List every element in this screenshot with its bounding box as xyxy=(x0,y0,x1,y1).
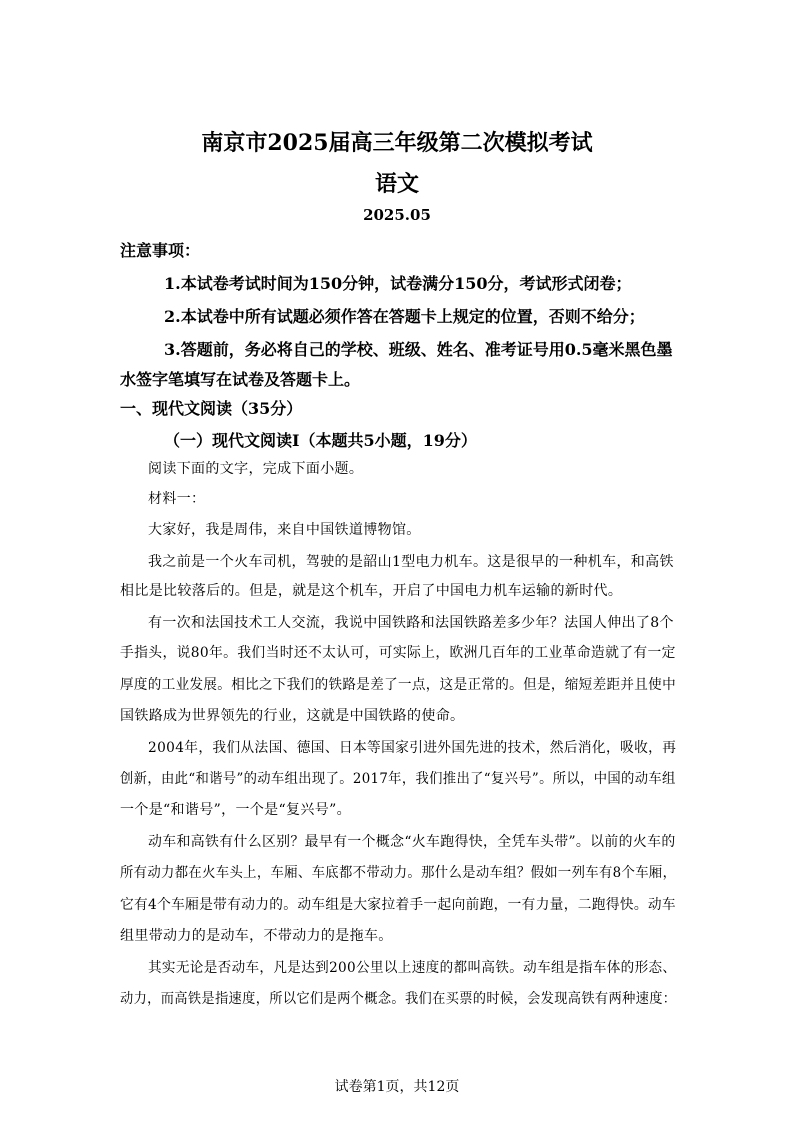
notice-item-2: 2.本试卷中所有试题必须作答在答题卡上规定的位置，否则不给分； xyxy=(164,307,645,326)
paragraph-line: 手指头，说80年。我们当时还不太认可，可实际上，欧洲几百年的工业革命造就了有一定 xyxy=(120,645,676,661)
paragraph-line: 其实无论是否动车，凡是达到200公里以上速度的都叫高铁。动车组是指车体的形态、 xyxy=(148,960,677,976)
paragraph-line: 所有动力都在火车头上，车厢、车底都不带动力。那什么是动车组？假如一列车有8个车厢， xyxy=(120,865,677,881)
notice-item-3: 3.答题前，务必将自己的学校、班级、姓名、准考证号用0.5毫米黑色墨 xyxy=(164,340,673,359)
notice-heading: 注意事项： xyxy=(120,241,201,260)
paragraph-line: 相比是比较落后的。但是，就是这个机车，开启了中国电力机车运输的新时代。 xyxy=(120,583,623,599)
paragraph-line: 国铁路成为世界领先的行业，这就是中国铁路的使命。 xyxy=(120,708,465,724)
exam-date: 2025.05 xyxy=(363,206,431,224)
reading-instruction: 阅读下面的文字，完成下面小题。 xyxy=(148,461,364,477)
paragraph-line: 创新，由此“和谐号”的动车组出现了。2017年，我们推出了“复兴号”。所以，中国的动车组 xyxy=(120,771,676,787)
paragraph-line: 大家好，我是周伟，来自中国铁道博物馆。 xyxy=(148,522,421,538)
paragraph-line: 动力，而高铁是指速度，所以它们是两个概念。我们在买票的时候，会发现高铁有两种速度： xyxy=(120,991,677,1007)
paragraph-line: 一个是“和谐号”，一个是“复兴号”。 xyxy=(120,802,351,818)
paragraph-line: 2004年，我们从法国、德国、日本等国家引进外国先进的技术，然后消化，吸收，再 xyxy=(148,740,677,756)
notice-item-3-cont: 水签字笔填写在试卷及答题卡上。 xyxy=(120,370,361,389)
paragraph-line: 有一次和法国技术工人交流，我说中国铁路和法国铁路差多少年？法国人伸出了8个 xyxy=(148,615,674,631)
material-label: 材料一： xyxy=(148,491,206,507)
paragraph-line: 组里带动力的是动车，不带动力的是拖车。 xyxy=(120,928,393,944)
paragraph-line: 我之前是一个火车司机，驾驶的是韶山1型电力机车。这是很早的一种机车，和高铁 xyxy=(148,554,674,570)
notice-item-1: 1.本试卷考试时间为150分钟，试卷满分150分，考试形式闭卷； xyxy=(164,274,632,293)
paragraph-line: 动车和高铁有什么区别？最早有一个概念“火车跑得快，全凭车头带”。以前的火车的 xyxy=(148,834,676,850)
paragraph-line: 它有4个车厢是带有动力的。动车组是大家拉着手一起向前跑，一有力量，二跑得快。动车 xyxy=(120,897,676,913)
paragraph-line: 厚度的工业发展。相比之下我们的铁路是差了一点，这是正常的。但是，缩短差距并且使中 xyxy=(120,677,676,693)
page-footer: 试卷第1页，共12页 xyxy=(334,1079,460,1095)
exam-title: 南京市2025届高三年级第二次模拟考试 xyxy=(201,130,593,156)
section-heading: 一、现代文阅读（35分） xyxy=(120,399,303,418)
subject-title: 语文 xyxy=(374,171,419,197)
subsection-heading: （一）现代文阅读Ⅰ（本题共5小题，19分） xyxy=(164,431,477,450)
